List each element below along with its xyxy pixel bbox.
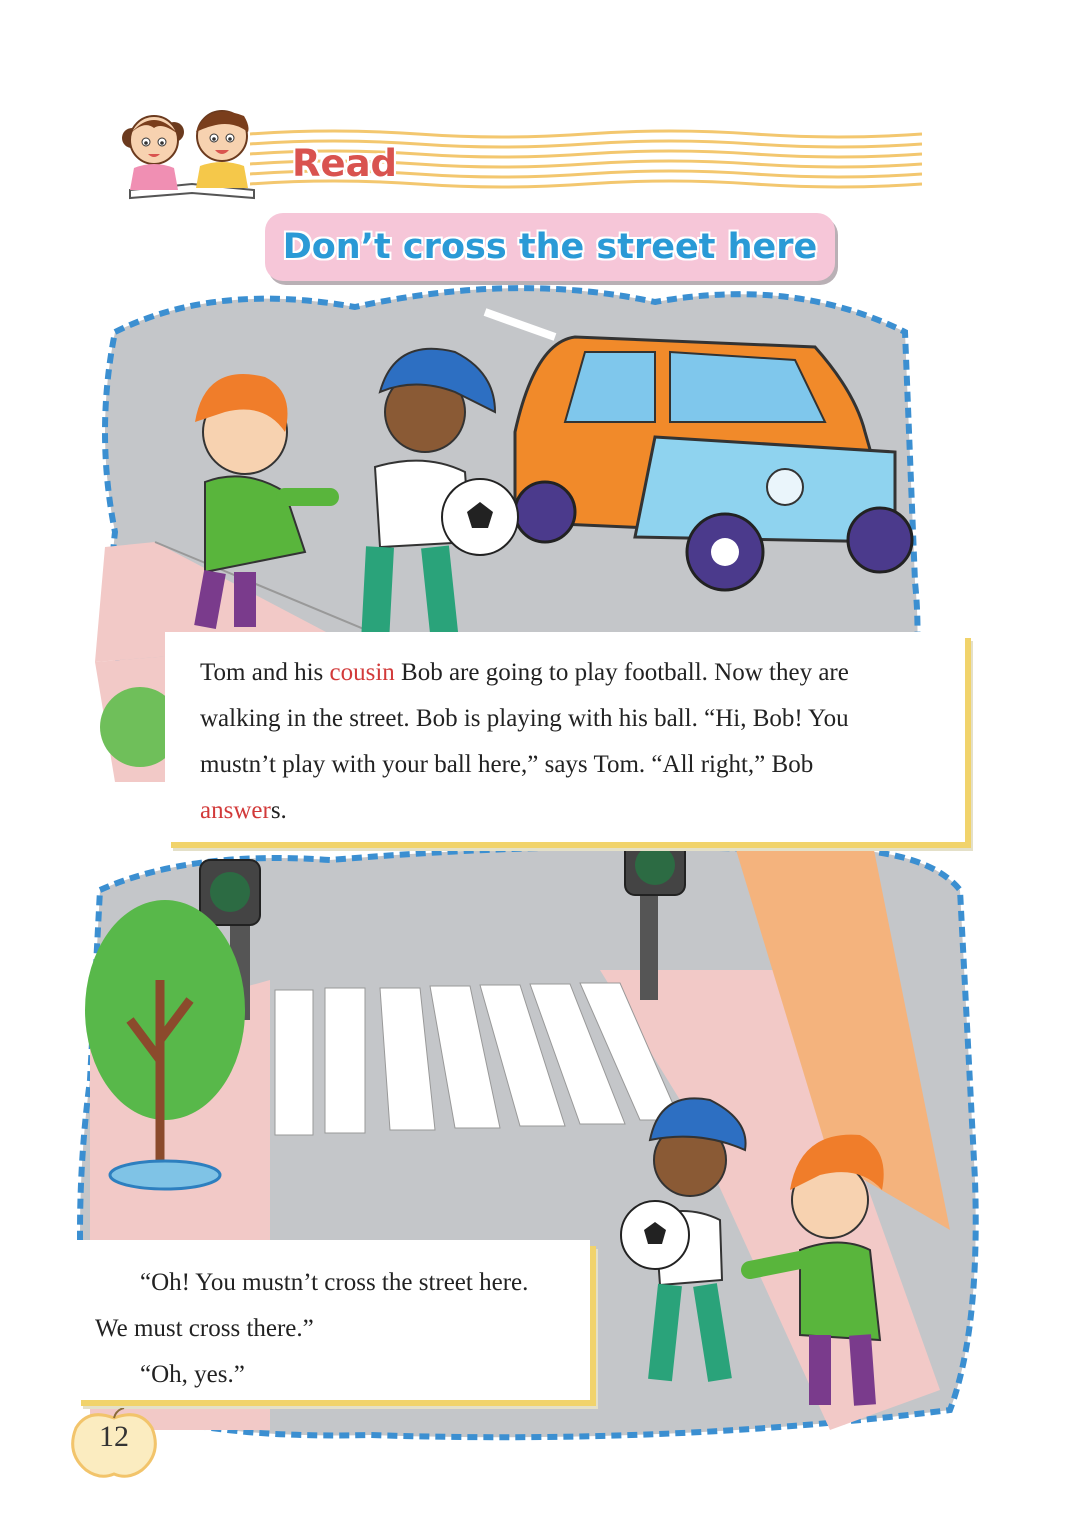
vocab-word-cousin: cousin <box>329 659 395 686</box>
page-number: 12 <box>99 1420 129 1453</box>
passage-line <box>200 788 940 834</box>
reading-kids-icon <box>112 98 272 208</box>
passage-text: s. <box>270 797 287 824</box>
passage-text: Bob are going to play football. Now they are <box>394 659 849 686</box>
vocab-word-answer: answer <box>200 797 271 824</box>
passage-line: “Oh! You mustn’t cross the street here. <box>140 1269 529 1296</box>
passage-line: “Oh, yes.” <box>140 1361 245 1388</box>
section-label: Read <box>292 142 398 185</box>
passage-line: mustn’t play with your ball here,” says Tom. “All right,” Bob <box>200 751 814 778</box>
passage-line: walking in the street. Bob is playing with his ball. “Hi, Bob! You <box>200 705 849 732</box>
story-passage-1 <box>200 650 940 834</box>
passage-line <box>200 650 940 696</box>
lesson-title: Don’t cross the street here <box>282 227 818 267</box>
passage-text: Tom and his <box>200 659 330 686</box>
passage-line: We must cross there.” <box>95 1315 314 1342</box>
story-passage-2 <box>95 1260 575 1398</box>
